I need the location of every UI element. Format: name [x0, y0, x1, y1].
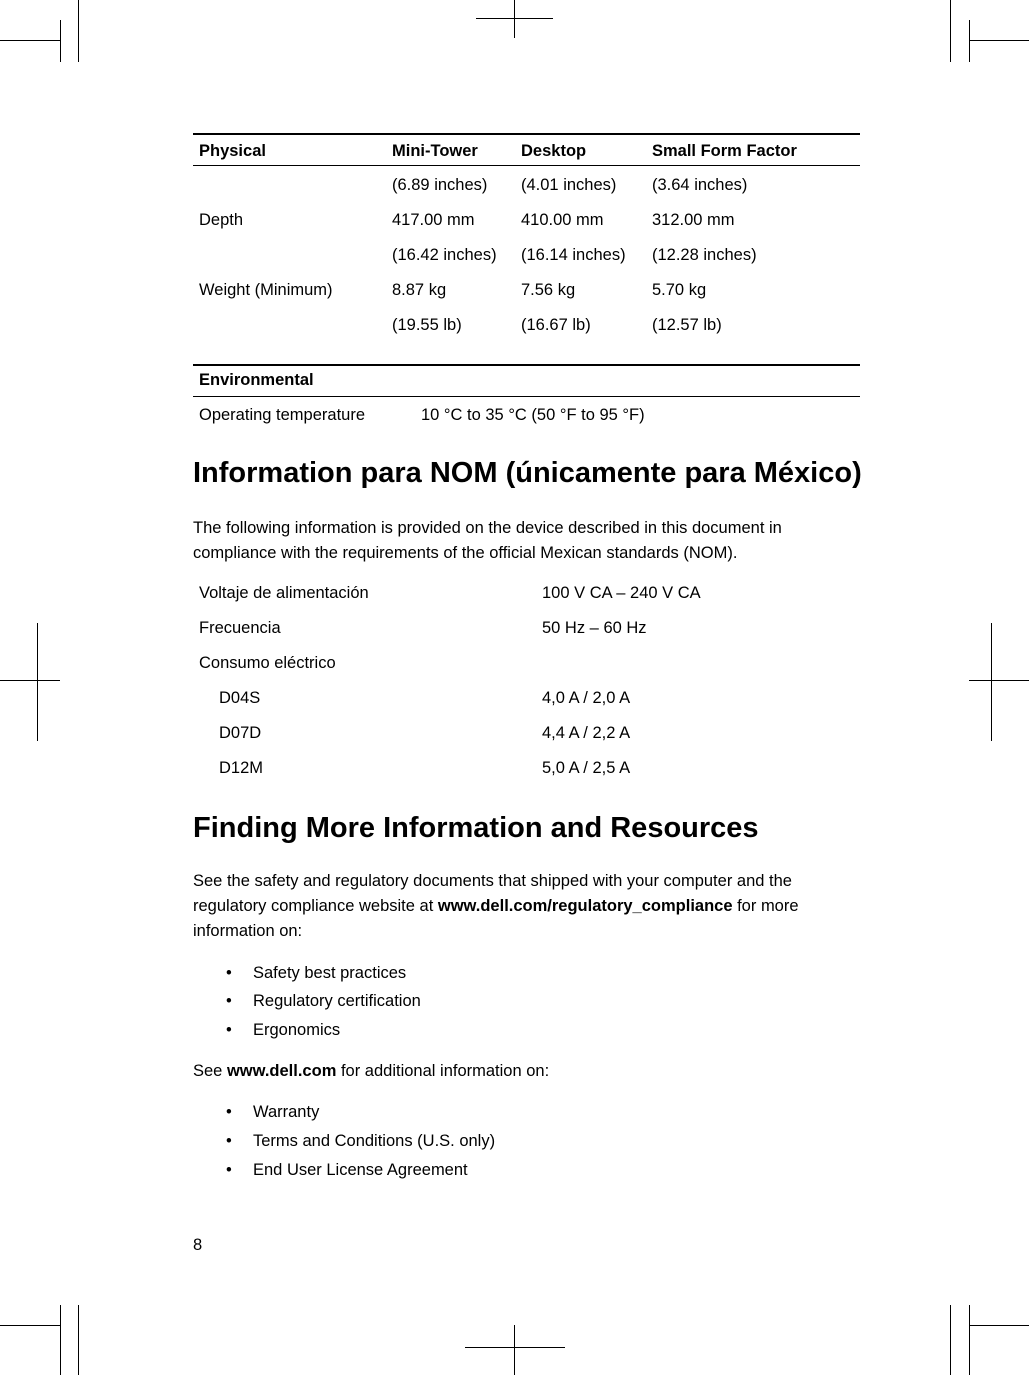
row-label: Depth: [199, 211, 244, 229]
bullet-icon: •: [226, 992, 232, 1010]
row-label: D12M: [219, 759, 264, 777]
cell: 417.00 mm: [392, 211, 475, 229]
list-item: Terms and Conditions (U.S. only): [253, 1132, 496, 1150]
cell: (16.67 lb): [521, 316, 591, 334]
row-label: Voltaje de alimentación: [199, 584, 369, 602]
cell: 4,4 A / 2,2 A: [542, 724, 631, 742]
cell: 7.56 kg: [521, 281, 576, 299]
list-item: Regulatory certification: [253, 992, 421, 1010]
list-item: Warranty: [253, 1103, 320, 1121]
bullet-icon: •: [226, 1132, 232, 1150]
header-rule: [193, 165, 860, 166]
cell: (16.42 inches): [392, 246, 497, 264]
bullet-icon: •: [226, 1161, 232, 1179]
dell-website-link[interactable]: www.dell.com: [226, 1062, 337, 1080]
cell: (3.64 inches): [652, 176, 748, 194]
regulatory-compliance-link[interactable]: www.dell.com/regulatory_compliance: [437, 897, 733, 915]
header-environmental: Environmental: [199, 371, 314, 389]
resources-para-1: [193, 869, 818, 944]
header-physical: Physical: [199, 142, 266, 160]
resources-section-title: Finding More Information and Resources: [193, 812, 759, 844]
table-top-rule: [193, 133, 860, 135]
cell: 4,0 A / 2,0 A: [542, 689, 631, 707]
nom-section-title: Information para NOM (únicamente para México): [193, 457, 862, 489]
header-small-form-factor: Small Form Factor: [652, 142, 797, 160]
para-text: for more information on:: [193, 897, 799, 940]
row-label: D07D: [219, 724, 262, 742]
cell: (12.28 inches): [652, 246, 757, 264]
resources-para-2: [193, 1059, 833, 1084]
list-item: End User License Agreement: [253, 1161, 468, 1179]
page-number: 8: [193, 1236, 203, 1254]
list-item: Ergonomics: [253, 1021, 341, 1039]
list-item: Safety best practices: [253, 964, 407, 982]
nom-intro: The following information is provided on the device described in this document in compliance with the requirements of the official Mexican standards (NOM).: [193, 519, 782, 562]
cell: 8.87 kg: [392, 281, 447, 299]
cell: (6.89 inches): [392, 176, 488, 194]
cell: 5.70 kg: [652, 281, 707, 299]
bullet-icon: •: [226, 964, 232, 982]
header-mini-tower: Mini-Tower: [392, 142, 478, 160]
para-text: See: [193, 1062, 227, 1080]
row-label: Frecuencia: [199, 619, 281, 637]
row-label: D04S: [219, 689, 261, 707]
bullet-icon: •: [226, 1103, 232, 1121]
cell: (19.55 lb): [392, 316, 462, 334]
cell: 5,0 A / 2,5 A: [542, 759, 631, 777]
cell: 10 °C to 35 °C (50 °F to 95 °F): [421, 406, 645, 424]
env-top-rule: [193, 364, 860, 366]
row-label: Consumo eléctrico: [199, 654, 336, 672]
cell: 410.00 mm: [521, 211, 604, 229]
row-label: Operating temperature: [199, 406, 366, 424]
cell: 312.00 mm: [652, 211, 735, 229]
cell: 100 V CA – 240 V CA: [542, 584, 701, 602]
bullet-icon: •: [226, 1021, 232, 1039]
cell: 50 Hz – 60 Hz: [542, 619, 647, 637]
para-text: See the safety and regulatory documents that shipped with your computer and the regulatory compliance website at: [193, 872, 792, 915]
cell: (4.01 inches): [521, 176, 617, 194]
header-desktop: Desktop: [521, 142, 587, 160]
cell: (16.14 inches): [521, 246, 626, 264]
para-text: for additional information on:: [336, 1062, 550, 1080]
env-header-rule: [193, 396, 860, 397]
row-label: Weight (Minimum): [199, 281, 333, 299]
cell: (12.57 lb): [652, 316, 722, 334]
